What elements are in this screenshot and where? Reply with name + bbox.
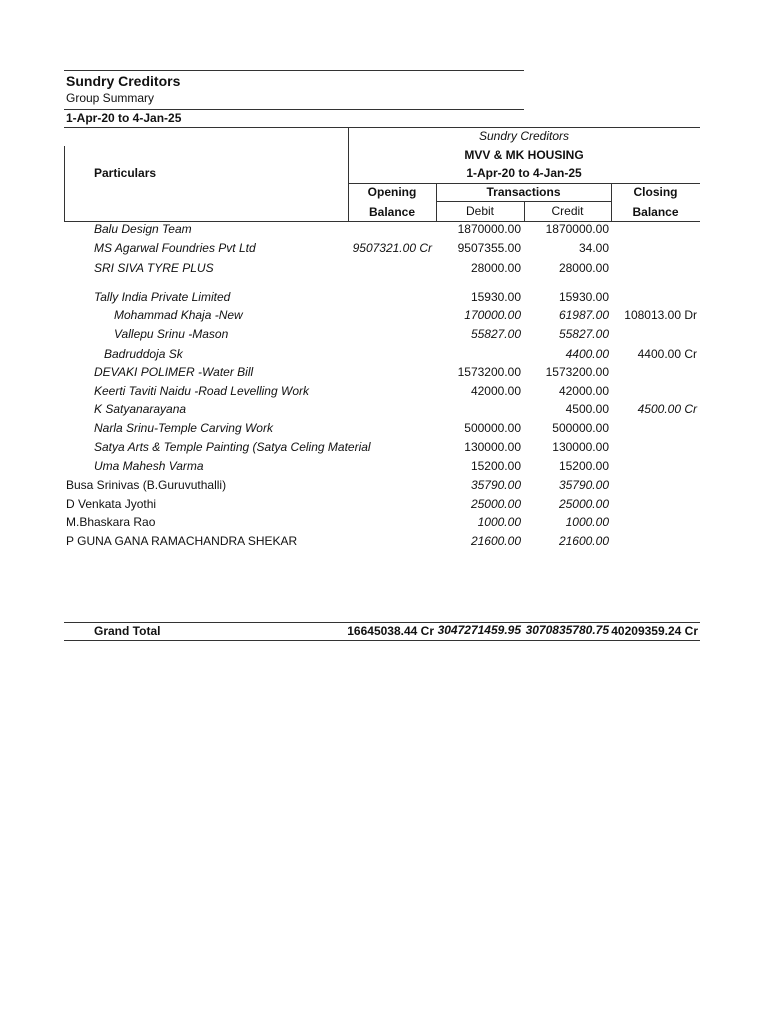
row-debit: 55827.00 (470, 327, 521, 341)
header-closing-balance: Balance (632, 205, 679, 219)
title-mid-rule (64, 109, 524, 110)
header-particulars: Particulars (94, 166, 157, 180)
row-debit: 170000.00 (464, 308, 521, 322)
row-name: MS Agarwal Foundries Pvt Ltd (94, 241, 256, 255)
report-subtitle: Group Summary (66, 91, 155, 105)
row-name: D Venkata Jyothi (66, 497, 157, 511)
row-credit: 1573200.00 (545, 365, 609, 379)
report-title: Sundry Creditors (66, 73, 181, 89)
header-left-border (64, 146, 65, 221)
row-credit: 35790.00 (558, 478, 609, 492)
row-closing: 4500.00 Cr (637, 402, 697, 416)
row-name: K Satyanarayana (94, 402, 187, 416)
row-debit: 9507355.00 (457, 241, 521, 255)
row-debit: 500000.00 (464, 421, 521, 435)
row-credit: 15930.00 (558, 290, 609, 304)
grand-total-opening: 16645038.44 Cr (347, 624, 434, 638)
row-name: Uma Mahesh Varma (94, 459, 204, 473)
row-debit: 42000.00 (470, 384, 521, 398)
row-name: DEVAKI POLIMER -Water Bill (94, 365, 254, 379)
header-top-rule (64, 127, 700, 128)
title-top-rule (64, 70, 524, 71)
row-name: Busa Srinivas (B.Guruvuthalli) (66, 478, 227, 492)
row-name: Vallepu Srinu -Mason (114, 327, 229, 341)
grand-total-credit: 3070835780.75 (525, 623, 609, 637)
row-name: Badruddoja Sk (104, 347, 183, 361)
header-group-name: Sundry Creditors (478, 129, 570, 143)
grand-total-label: Grand Total (94, 624, 161, 638)
row-debit: 15930.00 (470, 290, 521, 304)
row-debit: 130000.00 (464, 440, 521, 454)
row-name: M.Bhaskara Rao (66, 515, 156, 529)
row-credit: 15200.00 (558, 459, 609, 473)
row-credit: 55827.00 (558, 327, 609, 341)
row-debit: 35790.00 (470, 478, 521, 492)
total-bottom-rule (64, 640, 700, 641)
header-opening: Opening (367, 185, 417, 199)
row-name: Mohammad Khaja -New (114, 308, 243, 322)
row-name: SRI SIVA TYRE PLUS (94, 261, 214, 275)
row-credit: 28000.00 (558, 261, 609, 275)
row-credit: 4400.00 (565, 347, 609, 361)
row-credit: 1000.00 (565, 515, 609, 529)
row-name: Tally India Private Limited (94, 290, 231, 304)
header-company: MVV & MK HOUSING (464, 148, 584, 162)
row-credit: 1870000.00 (545, 222, 609, 236)
row-credit: 61987.00 (558, 308, 609, 322)
grand-total-debit: 3047271459.95 (437, 623, 521, 637)
header-transactions: Transactions (486, 185, 561, 199)
row-debit: 1000.00 (477, 515, 521, 529)
row-credit: 4500.00 (565, 402, 609, 416)
row-name: Keerti Taviti Naidu -Road Levelling Work (94, 384, 309, 398)
row-debit: 25000.00 (470, 497, 521, 511)
row-name: P GUNA GANA RAMACHANDRA SHEKAR (66, 534, 298, 548)
row-debit: 1870000.00 (457, 222, 521, 236)
row-closing: 4400.00 Cr (637, 347, 697, 361)
header-credit: Credit (551, 204, 584, 218)
row-debit: 28000.00 (470, 261, 521, 275)
header-opening-balance: Balance (368, 205, 416, 219)
row-name: Balu Design Team (94, 222, 192, 236)
header-debit: Debit (465, 204, 494, 218)
row-credit: 21600.00 (558, 534, 609, 548)
report-period: 1-Apr-20 to 4-Jan-25 (66, 111, 182, 125)
header-closing: Closing (633, 185, 678, 199)
row-credit: 34.00 (578, 241, 609, 255)
row-opening: 9507321.00 Cr (352, 241, 432, 255)
row-name: Narla Srinu-Temple Carving Work (94, 421, 273, 435)
row-name: Satya Arts & Temple Painting (Satya Celing Material (94, 440, 371, 454)
row-closing: 108013.00 Dr (624, 308, 697, 322)
row-credit: 130000.00 (552, 440, 609, 454)
row-credit: 42000.00 (558, 384, 609, 398)
header-company-rule (348, 183, 700, 184)
row-debit: 21600.00 (470, 534, 521, 548)
row-debit: 15200.00 (470, 459, 521, 473)
grand-total-closing: 40209359.24 Cr (611, 624, 698, 638)
row-credit: 500000.00 (552, 421, 609, 435)
row-debit: 1573200.00 (457, 365, 521, 379)
header-period: 1-Apr-20 to 4-Jan-25 (466, 166, 582, 180)
row-credit: 25000.00 (558, 497, 609, 511)
